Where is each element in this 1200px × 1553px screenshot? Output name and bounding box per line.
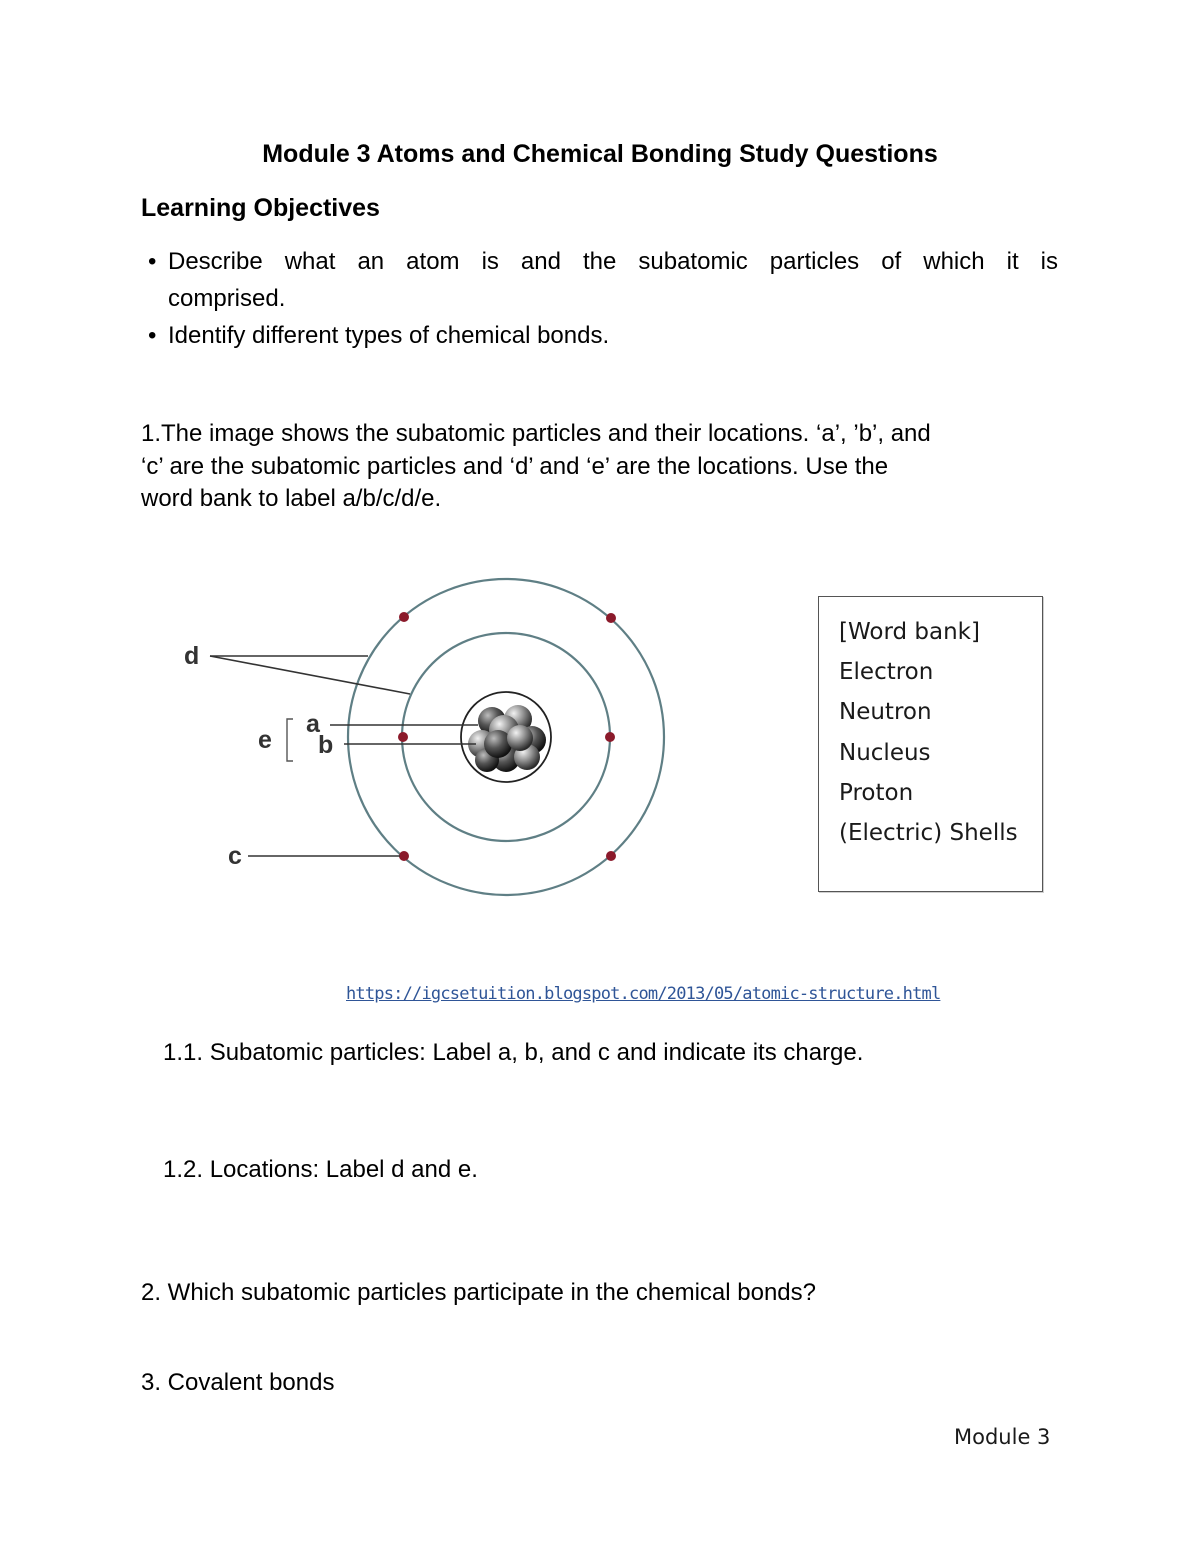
word-bank-item: Neutron	[839, 699, 932, 725]
electron-dot	[606, 613, 616, 623]
electron-dot	[399, 851, 409, 861]
question-1-line-2: ‘c’ are the subatomic particles and ‘d’ and ‘e’ are the locations. Use the	[141, 453, 889, 480]
bullet-icon: •	[148, 322, 157, 349]
nucleus-icon	[468, 705, 546, 772]
word-bank	[818, 596, 1043, 892]
label-e-bracket	[287, 719, 293, 761]
sub-question-1-1: 1.1. Subatomic particles: Label a, b, and c and indicate its charge.	[163, 1039, 864, 1066]
label-e: e	[258, 726, 272, 754]
word-bank-title: [Word bank]	[839, 619, 980, 645]
label-c: c	[228, 842, 242, 870]
source-link[interactable]: https://igcsetuition.blogspot.com/2013/05/atomic-structure.html	[346, 984, 941, 1004]
objective-1-line-1: Describe what an atom is and the subatomic particles of which it is	[168, 248, 1058, 275]
word-bank-item: Nucleus	[839, 740, 931, 766]
electron-dot	[605, 732, 615, 742]
electron-dot	[398, 732, 408, 742]
learning-objectives-heading: Learning Objectives	[141, 194, 380, 222]
label-d-line-inner	[210, 656, 410, 694]
word-bank-item: Electron	[839, 659, 934, 685]
objective-1-line-2: comprised.	[168, 285, 286, 312]
electron-dot	[606, 851, 616, 861]
label-d: d	[184, 642, 200, 670]
question-3: 3. Covalent bonds	[141, 1369, 335, 1396]
electron-dot	[399, 612, 409, 622]
atom-diagram	[0, 560, 720, 920]
question-1-line-3: word bank to label a/b/c/d/e.	[141, 485, 442, 512]
label-a: a	[306, 710, 320, 738]
sub-question-1-2: 1.2. Locations: Label d and e.	[163, 1156, 478, 1183]
question-1-line-1: 1.The image shows the subatomic particles and their locations. ‘a’, ’b’, and	[141, 420, 931, 447]
word-bank-item: Proton	[839, 780, 914, 806]
word-bank-item: (Electric) Shells	[839, 820, 1018, 846]
objective-2: Identify different types of chemical bonds.	[168, 322, 610, 349]
label-b: b	[318, 731, 334, 759]
page-title: Module 3 Atoms and Chemical Bonding Study Questions	[262, 140, 938, 168]
bullet-icon: •	[148, 248, 157, 275]
question-2: 2. Which subatomic particles participate in the chemical bonds?	[141, 1279, 816, 1306]
page-footer: Module 3	[954, 1425, 1051, 1449]
